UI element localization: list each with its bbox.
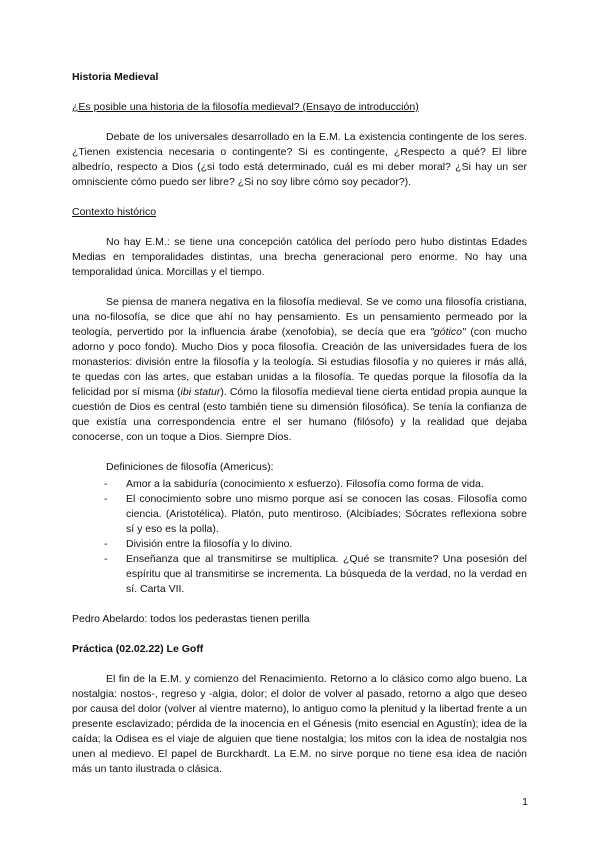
abelardo-line: Pedro Abelardo: todos los pederastas tienen perilla: [72, 613, 310, 625]
intro-heading: ¿Es posible una historia de la filosofía medieval? (Ensayo de introducción): [72, 101, 419, 113]
ibi-statur-term: ibi statur: [180, 386, 221, 398]
context-paragraph-2-part-1: Se piensa de manera negativa en la filosofía medieval. Se ve como una filosofía cristiana, una no-filosofía, se dice que ahí no hay pensamiento. Es un pensamiento permeado por la teología, pervertido por la influencia árabe (xenofobia), se decía que era: [72, 296, 527, 338]
context-paragraph-2-part-3: ). Cómo la filosofía medieval tiene cierta entidad propia aunque la cuestión de Dios es central (esto también tiene su dimensión filosófica). Se tenía la confianza de que existía una correspondencia entre el ser humano (filósofo) y la realidad que dejaba conocerse, con un toque a Dios. Siempre Dios.: [72, 386, 528, 443]
definitions-intro: Definiciones de filosofía (Americus):: [106, 461, 274, 473]
bullet-dash: -: [104, 538, 108, 550]
definition-text: Amor a la sabiduría (conocimiento x esfuerzo). Filosofía como forma de vida.: [126, 478, 484, 490]
bullet-dash: -: [104, 553, 108, 565]
context-heading: Contexto histórico: [72, 206, 157, 218]
context-paragraph-1: No hay E.M.: se tiene una concepción católica del período pero hubo distintas Edades Medias en temporalidades distintas, una brecha generacional pero enorme. No hay una temporalidad única. Morcillas y el tiempo.: [72, 236, 527, 278]
document-page: [72, 70, 527, 792]
definition-item: [104, 552, 527, 597]
gotico-term: "gótico": [430, 326, 466, 338]
bullet-dash: -: [104, 493, 108, 505]
definition-item: [104, 492, 527, 537]
definition-item: [104, 537, 527, 552]
page-number: 1: [522, 796, 528, 808]
practica-paragraph: El fin de la E.M. y comienzo del Renacimiento. Retorno a lo clásico como algo bueno. La nostalgia: nostos-, regreso y -algia, dolor; el dolor de volver al pasado, retorno a algo que deseo por causa del dolor (volver al vientre materno), lo antiguo como la plenitud y la libertad frente a un presente esclavizado; pérdida de la inocencia en el Génesis (mito esencial en Agustín); idea de la caída; la Odisea es el viaje de alguien que tiene nostalgia; los mitos con la idea de nostalgia nos unen al medievo. El papel de Burckhardt. La E.M. no sirve porque no tiene esa idea de nación más un tanto ilustrada o clásica.: [72, 673, 527, 775]
definition-text: Enseñanza que al transmitirse se multiplica. ¿Qué se transmite? Una posesión del espíritu que al transmitirse se incrementa. La búsqueda de la verdad, no la verdad en sí. Carta VII.: [126, 553, 527, 595]
context-paragraph-2-part-2: (con mucho adorno y poco fondo). Mucho Dios y poca filosofía. Creación de las universidades fuera de los monasterios: división entre la filosofía y la teología. Si estudias filosofía y no quieres ir más allá, te quedas con las artes, que estaban unidas a la filosofía. Te quedas porque la filosofía da la felicidad por sí misma (: [72, 326, 527, 398]
intro-paragraph: Debate de los universales desarrollado en la E.M. La existencia contingente de los seres. ¿Tienen existencia necesaria o contingente? Si es contingente, ¿Respecto a qué? El libre albedrío, respecto a Dios (¿si todo está determinado, cuál es mi deber moral? ¿Si hay un ser omnisciente cómo puedo ser libre? ¿Si no soy libre cómo soy pecador?).: [72, 131, 527, 188]
document-title: Historia Medieval: [72, 71, 159, 83]
context-paragraph-2: [72, 295, 527, 445]
bullet-dash: -: [104, 478, 108, 490]
definition-item: [104, 477, 527, 492]
definition-text: El conocimiento sobre uno mismo porque así se conocen las cosas. Filosofía como ciencia. (Aristotélica). Platón, puto mentiroso. (Alcibíades; Sócrates reflexiona sobre sí y eso es la polla).: [126, 493, 527, 535]
practica-heading: Práctica (02.02.22) Le Goff: [72, 643, 204, 655]
definition-text: División entre la filosofía y lo divino.: [126, 538, 293, 550]
definitions-list: [72, 477, 527, 597]
